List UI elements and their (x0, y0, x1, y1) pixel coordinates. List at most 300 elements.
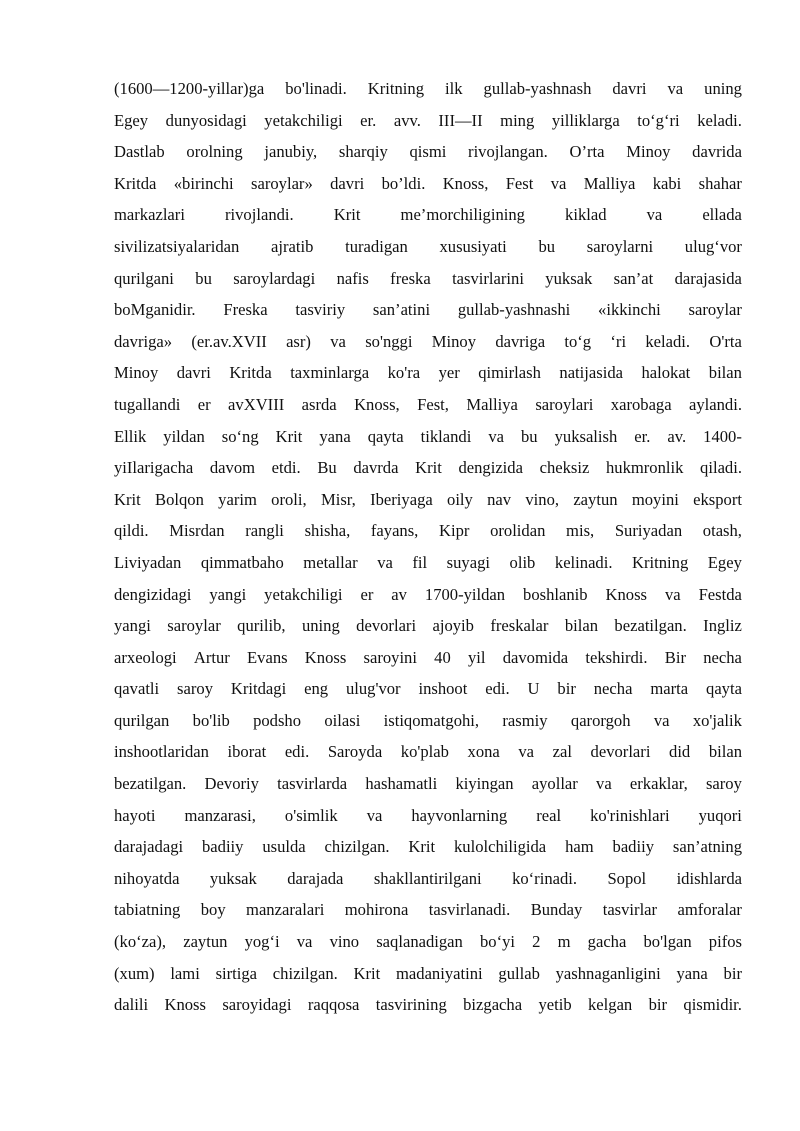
word: xo'jalik (692, 710, 742, 730)
text-line (114, 168, 742, 200)
word: (er.av.XVII (191, 331, 267, 351)
word: rasmiy (502, 710, 548, 730)
word: rangli (245, 521, 284, 541)
word: so‘ng (221, 426, 259, 446)
word: va (664, 584, 681, 604)
word: edi. (284, 742, 310, 762)
word: natijasida (559, 363, 623, 383)
word: Knoss (304, 647, 347, 667)
word: metallar (303, 552, 358, 572)
word: 1400- (703, 426, 742, 446)
word: aylandi. (688, 394, 742, 414)
word: o'simlik (284, 805, 338, 825)
text-line (114, 294, 742, 326)
word: qavatli (114, 679, 160, 699)
word: darajada (287, 868, 344, 888)
word: ilk (445, 79, 463, 98)
word: freskalar (490, 616, 549, 636)
word: va (667, 79, 684, 98)
word: davriga (495, 331, 546, 351)
word: otash, (702, 521, 742, 541)
word: Iberiyaga (370, 489, 433, 509)
word: yuksak (209, 868, 257, 888)
text-line (114, 326, 742, 358)
word: bo‘yi (479, 932, 516, 952)
word: yashnaganligini (555, 963, 661, 983)
word: fil (412, 552, 428, 572)
word: yangi (209, 584, 247, 604)
word: uning (704, 79, 742, 98)
word: arxeologi (114, 647, 177, 667)
word: etdi. (271, 458, 301, 478)
word: mohirona (344, 900, 409, 920)
word: kelinadi. (554, 552, 613, 572)
word: oroli, (271, 489, 307, 509)
word: bezatilgan. (614, 616, 687, 636)
text-line (114, 800, 742, 832)
word: saroylar (167, 616, 221, 636)
word: idishlarda (676, 868, 742, 888)
word: Devoriy (204, 774, 259, 794)
word: Minoy (114, 363, 159, 383)
word: ulug'vor (345, 679, 401, 699)
word: chizilgan. (272, 963, 338, 983)
word: yil (467, 647, 486, 667)
word: qismidir. (683, 995, 742, 1015)
word: avv. (393, 110, 421, 130)
word: istiqomatgohi, (383, 710, 480, 730)
word: Saroyda (327, 742, 383, 762)
word: yetakchiligi (264, 584, 343, 604)
word: ming (500, 110, 535, 130)
text-line (114, 831, 742, 863)
word: ulug‘vor (684, 236, 742, 256)
word: bo’ldi. (381, 173, 426, 193)
text-line (114, 673, 742, 705)
word: necha (703, 647, 742, 667)
word: usulda (262, 837, 306, 857)
word: olib (509, 552, 536, 572)
word: qimmatbaho (200, 552, 284, 572)
word: tekshirdi. (585, 647, 648, 667)
word: keladi. (697, 110, 742, 130)
word: bo'lgan (643, 932, 692, 952)
word: nafis (336, 268, 369, 288)
word: asr) (286, 331, 311, 351)
word: Knoss (164, 995, 206, 1015)
word: Dastlab (114, 142, 165, 162)
word: yildan (163, 426, 205, 446)
word: yer (438, 363, 460, 383)
word: to‘g (564, 331, 592, 351)
word: suyagi (446, 552, 490, 572)
word: ajoyib (432, 616, 474, 636)
word: yana (319, 426, 351, 446)
word: edi. (485, 679, 510, 699)
word: kabi (652, 173, 682, 193)
word: qarorgoh (570, 710, 631, 730)
word: shisha, (304, 521, 351, 541)
word: davri (330, 173, 365, 193)
word: me’morchiligining (400, 205, 525, 225)
text-line (114, 547, 742, 579)
word: yiIlarigacha (114, 458, 194, 478)
word: Krit (353, 963, 381, 983)
word: «ikkinchi (598, 300, 661, 320)
word: boy (200, 900, 226, 920)
word: bo'linadi. (285, 79, 347, 98)
word: yana (676, 963, 708, 983)
word: zaytun (573, 489, 618, 509)
word: dengizida (458, 458, 523, 478)
word: tugallandi (114, 394, 181, 414)
word: saroyini (363, 647, 417, 667)
word: hayvonlarning (411, 805, 508, 825)
word: bilan (708, 742, 742, 762)
text-line (114, 105, 742, 137)
word: tasviriy (295, 300, 346, 320)
word: bu (195, 268, 212, 288)
word: dalili (114, 995, 149, 1015)
word: av (391, 584, 407, 604)
word: Malliya (466, 394, 518, 414)
word: ellada (702, 205, 742, 225)
word: sivilizatsiyalaridan (114, 236, 240, 256)
word: va (596, 774, 612, 794)
word: tasvirlarini (452, 268, 524, 288)
word: yangi (114, 616, 151, 636)
text-line (114, 958, 742, 990)
word: nav (487, 489, 512, 509)
word: (ko‘za), (114, 932, 167, 952)
word: bir (557, 679, 576, 699)
word: Sopol (607, 868, 647, 888)
word: tasvirlarda (277, 774, 348, 794)
word: Liviyadan (114, 552, 182, 572)
word: manzarasi, (184, 805, 256, 825)
word: gullab-yashnash (483, 79, 592, 98)
word: badiiy (201, 837, 244, 857)
word: gacha (587, 932, 627, 952)
word: boshlanib (523, 584, 588, 604)
word: dunyosidagi (165, 110, 247, 130)
word: xususiyati (439, 236, 507, 256)
word: Krit (275, 426, 303, 446)
word: bizgacha (463, 995, 523, 1015)
word: qurilgani (114, 268, 174, 288)
word: qismi (409, 142, 447, 162)
word: Bir (664, 647, 686, 667)
word: taxminlarga (290, 363, 370, 383)
word: moyini (631, 489, 679, 509)
word: orolning (186, 142, 243, 162)
word: fayans, (370, 521, 419, 541)
word: 40 (434, 647, 451, 667)
word: va (550, 173, 567, 193)
word: Kritda (229, 363, 272, 383)
word: Festda (698, 584, 742, 604)
word: Krit (415, 458, 442, 478)
word: va (653, 710, 670, 730)
word: eng (304, 679, 329, 699)
text-line (114, 736, 742, 768)
word: saroyidagi (222, 995, 292, 1015)
word: davrda (353, 458, 399, 478)
word: Bolqon (155, 489, 204, 509)
word: Suriyadan (614, 521, 683, 541)
word: gullab (498, 963, 540, 983)
word: ‘ri (610, 331, 627, 351)
word: did (669, 742, 691, 762)
word: va (330, 331, 346, 351)
word: shahar (698, 173, 742, 193)
text-line (114, 452, 742, 484)
word: tasvirlar (602, 900, 658, 920)
word: kelgan (588, 995, 633, 1015)
word: qiladi. (700, 458, 742, 478)
text-line (114, 357, 742, 389)
word: ko'plab (400, 742, 449, 762)
word: Ingliz (703, 616, 742, 636)
text-line (114, 989, 742, 1021)
word: «birinchi (173, 173, 234, 193)
word: Kritdagi (230, 679, 287, 699)
word: Kritning (632, 552, 689, 572)
text-line (114, 231, 742, 263)
word: yog‘i (244, 932, 280, 952)
word: saroylar (688, 300, 742, 320)
word: manzaralari (246, 900, 325, 920)
word: Minoy (431, 331, 477, 351)
word: marta (650, 679, 689, 699)
word: Kipr (439, 521, 470, 541)
word: ajratib (271, 236, 314, 256)
word: Egey (707, 552, 742, 572)
word: Kritda (114, 173, 157, 193)
word: davomida (502, 647, 569, 667)
word: (1600—1200-yillar)ga (114, 79, 265, 98)
word: Bunday (530, 900, 583, 920)
word: iborat (227, 742, 267, 762)
word: eksport (693, 489, 742, 509)
word: bu (538, 236, 556, 256)
word: davri (176, 363, 211, 383)
word: amforalar (677, 900, 742, 920)
word: asrda (301, 394, 337, 414)
word: bezatilgan. (114, 774, 187, 794)
word: saroylardagi (233, 268, 316, 288)
word: Fest, (417, 394, 449, 414)
text-line (114, 863, 742, 895)
text-line (114, 894, 742, 926)
word: Bu (317, 458, 337, 478)
word: avXVIII (228, 394, 285, 414)
word: inshoot (418, 679, 468, 699)
word: ko'ra (387, 363, 421, 383)
word: qayta (706, 679, 742, 699)
word: Knoss, (354, 394, 400, 414)
word: qurilib, (237, 616, 286, 636)
word: 1700-yildan (424, 584, 506, 604)
word: devorlari (590, 742, 651, 762)
word: halokat (641, 363, 691, 383)
word: sirtiga (215, 963, 258, 983)
word: hukmronlik (605, 458, 684, 478)
word: bu (521, 426, 538, 446)
word: bir (723, 963, 742, 983)
word: uning (301, 616, 340, 636)
word: tabiatning (114, 900, 181, 920)
word: san’atini (372, 300, 431, 320)
word: yetib (538, 995, 572, 1015)
word: tasvirining (375, 995, 447, 1015)
word: so'nggi (365, 331, 413, 351)
word: davriga» (114, 331, 173, 351)
word: qildi. (114, 521, 149, 541)
word: bir (648, 995, 668, 1015)
word: vino (329, 932, 360, 952)
word: va (488, 426, 504, 446)
word: Misr, (320, 489, 356, 509)
word: necha (593, 679, 633, 699)
word: bilan (564, 616, 599, 636)
word: to‘g‘ri (637, 110, 680, 130)
word: qurilgan (114, 710, 170, 730)
word: Ellik (114, 426, 147, 446)
word: saroylarni (586, 236, 654, 256)
word: dengizidagi (114, 584, 192, 604)
word: badiiy (612, 837, 654, 857)
word: vino, (525, 489, 560, 509)
word: Evans (247, 647, 288, 667)
word: Egey (114, 110, 149, 130)
text-line (114, 515, 742, 547)
word: pifos (708, 932, 742, 952)
word: ko‘rinadi. (512, 868, 578, 888)
word: saroylari (535, 394, 594, 414)
word: va (377, 552, 393, 572)
word: bilan (708, 363, 742, 383)
word: devorlari (356, 616, 417, 636)
word: ko'rinishlari (590, 805, 670, 825)
word: mis, (566, 521, 595, 541)
word: zal (552, 742, 572, 762)
word: keladi. (645, 331, 691, 351)
word: va (296, 932, 313, 952)
word: Krit (114, 489, 141, 509)
word: davri (612, 79, 647, 98)
word: janubiy, (264, 142, 318, 162)
word: inshootlaridan (114, 742, 209, 762)
word: zaytun (183, 932, 228, 952)
word: saroy (177, 679, 213, 699)
word: boMganidir. (114, 300, 196, 320)
word: yarim (218, 489, 257, 509)
word: turadigan (345, 236, 408, 256)
word: O'rta (709, 331, 742, 351)
word: av. (667, 426, 687, 446)
word: shakllantirilgani (373, 868, 482, 888)
word: hayoti (114, 805, 156, 825)
text-line (114, 136, 742, 168)
word: xona (467, 742, 500, 762)
word: podsho (253, 710, 302, 730)
word: real (536, 805, 562, 825)
word: Misrdan (169, 521, 225, 541)
word: Freska (223, 300, 268, 320)
word: kiyingan (455, 774, 514, 794)
word: darajadagi (114, 837, 184, 857)
word: bo'lib (192, 710, 230, 730)
body-text (114, 73, 742, 1021)
word: va (518, 742, 535, 762)
word: rivojlandi. (225, 205, 294, 225)
word: cheksiz (539, 458, 590, 478)
text-line (114, 579, 742, 611)
word: freska (390, 268, 431, 288)
word: davrida (692, 142, 742, 162)
word: Knoss (605, 584, 648, 604)
word: yuksalish (554, 426, 618, 446)
word: kiklad (565, 205, 607, 225)
word: er (197, 394, 211, 414)
word: nihoyatda (114, 868, 180, 888)
word: tiklandi (420, 426, 472, 446)
word: qayta (367, 426, 404, 446)
word: er. (634, 426, 651, 446)
word: Artur (193, 647, 230, 667)
word: darajasida (674, 268, 742, 288)
word: kulolchiligida (454, 837, 547, 857)
text-line (114, 421, 742, 453)
text-line (114, 389, 742, 421)
word: Minoy (626, 142, 671, 162)
word: tasvirlanadi. (428, 900, 511, 920)
word: Fest (505, 173, 534, 193)
word: saroylar» (251, 173, 313, 193)
word: Knoss, (442, 173, 489, 193)
word: madaniyatini (396, 963, 483, 983)
text-line (114, 199, 742, 231)
word: (xum) (114, 963, 155, 983)
word: III—II (438, 110, 483, 130)
word: Krit (408, 837, 436, 857)
word: Krit (333, 205, 361, 225)
text-line (114, 610, 742, 642)
word: er (360, 584, 374, 604)
word: yetakchiligi (264, 110, 343, 130)
word: sharqiy (338, 142, 388, 162)
word: orolidan (490, 521, 546, 541)
word: yilliklarga (551, 110, 620, 130)
text-line (114, 73, 742, 105)
word: san’at (613, 268, 654, 288)
word: hashamatli (365, 774, 438, 794)
word: ayollar (531, 774, 578, 794)
word: saroy (705, 774, 742, 794)
word: yuksak (545, 268, 593, 288)
word: oilasi (324, 710, 361, 730)
word: chizilgan. (324, 837, 390, 857)
word: va (646, 205, 663, 225)
word: oily (447, 489, 473, 509)
text-line (114, 484, 742, 516)
text-line (114, 705, 742, 737)
word: m (557, 932, 571, 952)
word: markazlari (114, 205, 185, 225)
text-line (114, 263, 742, 295)
text-line (114, 768, 742, 800)
